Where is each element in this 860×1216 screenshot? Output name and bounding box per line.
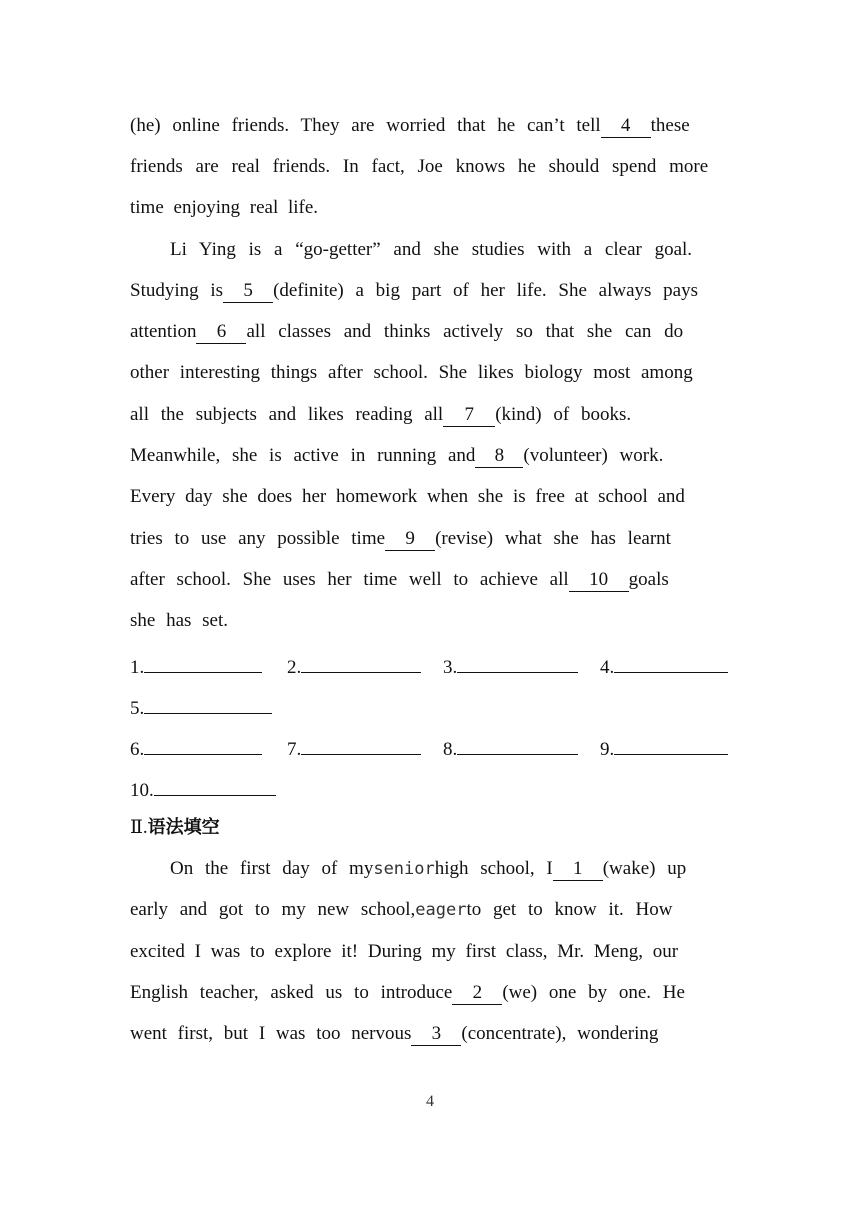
answer-2[interactable]: 2. [287, 652, 421, 679]
text-line: went first, but I was too nervous3 (concentrate), wondering [130, 1023, 659, 1044]
text-line: other interesting things after school. She likes biology most among [130, 362, 693, 383]
answer-8[interactable]: 8. [443, 734, 578, 761]
blank-p2-1[interactable]: 1 [553, 858, 603, 881]
answer-3[interactable]: 3. [443, 652, 578, 679]
blank-8[interactable]: 8 [475, 445, 523, 468]
text-line: early and got to my new school,eagerto get to know it. How [130, 899, 673, 920]
text-line: English teacher, asked us to introduce2 (we) one by one. He [130, 982, 685, 1003]
section-heading [130, 816, 220, 840]
text-line: attention6all classes and thinks actively so that she can do [130, 321, 684, 342]
blank-6[interactable]: 6 [196, 321, 246, 344]
text-line: Li Ying is a “go-getter” and she studies with a clear goal. [170, 239, 693, 260]
text-line: she has set. [130, 610, 229, 631]
answer-1[interactable]: 1. [130, 652, 262, 679]
text-line: time enjoying real life. [130, 197, 319, 218]
answer-4[interactable]: 4. [600, 652, 728, 679]
blank-9[interactable]: 9 [385, 528, 435, 551]
text-line: all the subjects and likes reading all7(kind) of books. [130, 404, 632, 425]
text-line: Every day she does her homework when she is free at school and [130, 486, 685, 507]
blank-10[interactable]: 10 [569, 569, 629, 592]
answer-5[interactable]: 5. [130, 693, 272, 720]
page-number: 4 [426, 1093, 434, 1110]
blank-p2-2[interactable]: 2 [452, 982, 502, 1005]
answer-6[interactable]: 6. [130, 734, 262, 761]
text-line: Meanwhile, she is active in running and8 (volunteer) work. [130, 445, 664, 466]
text-line: friends are real friends. In fact, Joe knows he should spend more [130, 156, 709, 177]
text-line: Studying is5(definite) a big part of her life. She always pays [130, 280, 698, 301]
blank-7[interactable]: 7 [443, 404, 495, 427]
text-line: after school. She uses her time well to achieve all10goals [130, 569, 669, 590]
text-line: (he) online friends. They are worried that he can’t tell4these [130, 115, 690, 136]
blank-5[interactable]: 5 [223, 280, 273, 303]
answer-10[interactable]: 10. [130, 775, 276, 802]
text-line: On the first day of myseniorhigh school, I1 (wake) up [170, 858, 687, 879]
text-line: excited I was to explore it! During my first class, Mr. Meng, our [130, 941, 679, 962]
section-numeral: Ⅱ. [130, 817, 148, 838]
section-title: 语法填空 [147, 817, 220, 838]
blank-4[interactable]: 4 [601, 115, 651, 138]
answer-9[interactable]: 9. [600, 734, 728, 761]
blank-p2-3[interactable]: 3 [411, 1023, 461, 1046]
answer-7[interactable]: 7. [287, 734, 421, 761]
text-line: tries to use any possible time9 (revise) what she has learnt [130, 528, 671, 549]
